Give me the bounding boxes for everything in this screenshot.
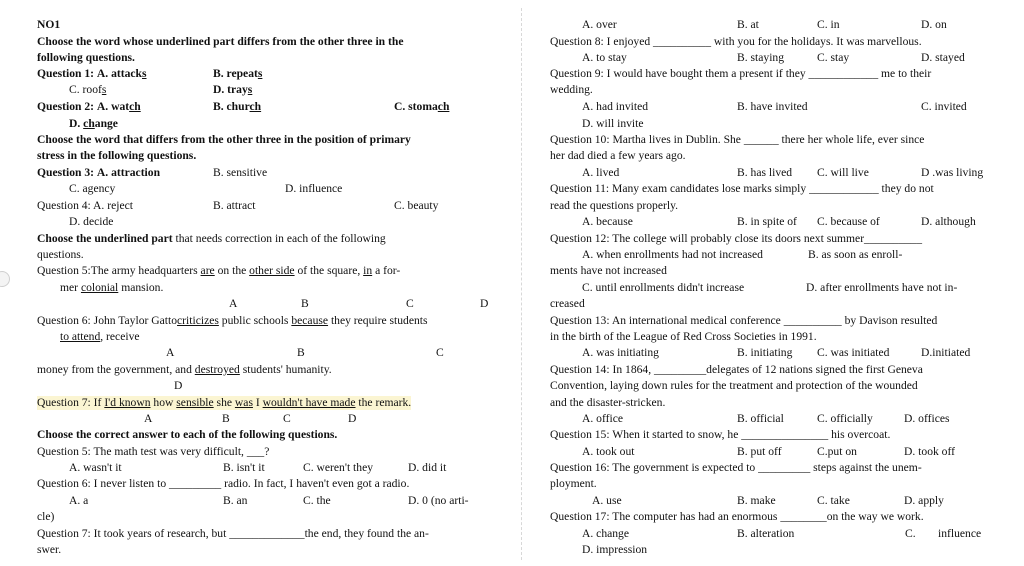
q6-letter-d: D — [174, 379, 183, 392]
mcq7-option-b: B. at — [737, 18, 759, 31]
question-1: Question 1: A. attacks — [37, 67, 147, 80]
q6-letter-a: A — [166, 346, 175, 359]
mcq11-option-b: B. in spite of — [737, 215, 797, 228]
mcq15-option-b: B. put off — [737, 445, 782, 458]
q5-letter-b: B — [301, 297, 309, 310]
mcq12-option-a: A. when enrollments had not increased — [582, 248, 763, 261]
mcq-question-16-cont: ployment. — [550, 477, 597, 490]
mcq-question-7-cont: swer. — [37, 543, 62, 556]
mcq8-option-b: B. staying — [737, 51, 785, 64]
mcq16-option-a: A. use — [592, 494, 622, 507]
error-question-5: Question 5:The army headquarters are on the other side of the square, in a for- — [37, 264, 401, 277]
mcq12-option-d: D. after enrollments have not in- — [806, 281, 958, 294]
section3-heading-cont: questions. — [37, 248, 84, 261]
mcq16-option-c: C. take — [817, 494, 850, 507]
mcq17-option-d: D. impression — [582, 543, 648, 556]
mcq16-option-b: B. make — [737, 494, 776, 507]
column-divider — [521, 8, 522, 560]
mcq-question-17: Question 17: The computer has had an enormous ________on the way we work. — [550, 510, 924, 523]
q6-letter-b: B — [297, 346, 305, 359]
error-question-5-cont: mer colonial mansion. — [60, 281, 164, 294]
page-edge-marker — [0, 271, 10, 287]
mcq-question-14-cont2: and the disaster-stricken. — [550, 396, 666, 409]
mcq15-option-d: D. took off — [904, 445, 955, 458]
q5-letter-c: C — [406, 297, 414, 310]
mcq5-option-c: C. weren't they — [303, 461, 374, 474]
mcq8-option-a: A. to stay — [582, 51, 627, 64]
mcq10-option-a: A. lived — [582, 166, 620, 179]
question-4: Question 4: A. reject — [37, 199, 133, 212]
mcq15-option-c: C.put on — [817, 445, 857, 458]
mcq8-option-c: C. stay — [817, 51, 850, 64]
q7-letter-c: C — [283, 412, 291, 425]
q1-option-c: C. roofs — [69, 83, 107, 96]
mcq13-option-a: A. was initiating — [582, 346, 659, 359]
mcq12-option-d-cont: creased — [550, 297, 585, 310]
mcq17-option-b: B. alteration — [737, 527, 795, 540]
mcq-question-16: Question 16: The government is expected to _________ steps against the unem- — [550, 461, 922, 474]
section3-heading: Choose the underlined part that needs correction in each of the following — [37, 232, 386, 245]
mcq14-option-c: C. officially — [817, 412, 873, 425]
q5-letter-d: D — [480, 297, 489, 310]
mcq-question-9-cont: wedding. — [550, 83, 593, 96]
mcq9-option-a: A. had invited — [582, 100, 649, 113]
mcq-question-9: Question 9: I would have bought them a present if they ____________ me to their — [550, 67, 932, 80]
q1-option-b: B. repeats — [213, 67, 263, 80]
mcq-question-14: Question 14: In 1864, _________delegates of 12 nations signed the first Geneva — [550, 363, 923, 376]
mcq11-option-d: D. although — [921, 215, 976, 228]
q4-option-d: D. decide — [69, 215, 114, 228]
mcq5-option-b: B. isn't it — [223, 461, 265, 474]
q7-letter-b: B — [222, 412, 230, 425]
mcq17-option-c-text: influence — [938, 527, 982, 540]
mcq12-option-b-cont: ments have not increased — [550, 264, 667, 277]
mcq10-option-d: D .was living — [921, 166, 984, 179]
mcq11-option-a: A. because — [582, 215, 633, 228]
q3-option-c: C. agency — [69, 182, 116, 195]
mcq11-option-c: C. because of — [817, 215, 880, 228]
section1-heading: Choose the word whose underlined part differs from the other three in the — [37, 35, 404, 48]
section4-heading: Choose the correct answer to each of the following questions. — [37, 428, 338, 441]
mcq9-option-d: D. will invite — [582, 117, 644, 130]
question-2: Question 2: A. watch — [37, 100, 141, 113]
mcq17-option-c: C. — [905, 527, 916, 540]
q1-option-d: D. trays — [213, 83, 253, 96]
mcq14-option-d: D. offices — [904, 412, 950, 425]
mcq-question-12: Question 12: The college will probably close its doors next summer__________ — [550, 232, 923, 245]
mcq9-option-c: C. invited — [921, 100, 967, 113]
mcq-question-11: Question 11: Many exam candidates lose marks simply ____________ they do not — [550, 182, 934, 195]
mcq7-option-d: D. on — [921, 18, 947, 31]
mcq-question-13-cont: in the birth of the League of Red Cross Societies in 1991. — [550, 330, 817, 343]
section2-heading-cont: stress in the following questions. — [37, 149, 197, 162]
error-question-6-cont: to attend, receive — [60, 330, 140, 343]
mcq-question-5: Question 5: The math test was very difficult, ___? — [37, 445, 270, 458]
error-question-7: Question 7: If I'd known how sensible she was I wouldn't have made the remark. — [37, 396, 412, 409]
mcq-question-7: Question 7: It took years of research, but _____________the end, they found the an- — [37, 527, 429, 540]
mcq8-option-d: D. stayed — [921, 51, 965, 64]
mcq12-option-b: B. as soon as enroll- — [808, 248, 903, 261]
mcq5-option-a: A. wasn't it — [69, 461, 122, 474]
mcq-question-10-cont: her dad died a few years ago. — [550, 149, 686, 162]
q5-letter-a: A — [229, 297, 238, 310]
mcq15-option-a: A. took out — [582, 445, 635, 458]
mcq13-option-b: B. initiating — [737, 346, 793, 359]
mcq-question-13: Question 13: An international medical conference __________ by Davison resulted — [550, 314, 938, 327]
mcq6-option-c: C. the — [303, 494, 331, 507]
mcq6-option-d-cont: cle) — [37, 510, 55, 523]
section2-heading: Choose the word that differs from the other three in the position of primary — [37, 133, 411, 146]
q4-option-b: B. attract — [213, 199, 256, 212]
error-question-6-line3: money from the government, and destroyed students' humanity. — [37, 363, 332, 376]
question-3: Question 3: A. attraction — [37, 166, 161, 179]
q7-letter-a: A — [144, 412, 153, 425]
q3-option-b: B. sensitive — [213, 166, 268, 179]
q3-option-d: D. influence — [285, 182, 343, 195]
mcq17-option-a: A. change — [582, 527, 629, 540]
mcq-question-14-cont: Convention, laying down rules for the treatment and protection of the wounded — [550, 379, 918, 392]
q4-option-c: C. beauty — [394, 199, 439, 212]
mcq9-option-b: B. have invited — [737, 100, 808, 113]
mcq14-option-a: A. office — [582, 412, 623, 425]
mcq7-option-a: A. over — [582, 18, 617, 31]
mcq-question-6: Question 6: I never listen to _________ radio. In fact, I haven't even got a radio. — [37, 477, 410, 490]
mcq6-option-d: D. 0 (no arti- — [408, 494, 469, 507]
mcq-question-8: Question 8: I enjoyed __________ with you for the holidays. It was marvellous. — [550, 35, 922, 48]
mcq-question-15: Question 15: When it started to snow, he _______________ his overcoat. — [550, 428, 891, 441]
q2-option-c: C. stomach — [394, 100, 450, 113]
q2-option-d: D. change — [69, 117, 118, 130]
error-question-6: Question 6: John Taylor Gattocriticizes public schools because they require students — [37, 314, 428, 327]
q6-letter-c: C — [436, 346, 444, 359]
q2-option-b: B. church — [213, 100, 262, 113]
mcq12-option-c: C. until enrollments didn't increase — [582, 281, 745, 294]
mcq16-option-d: D. apply — [904, 494, 944, 507]
mcq10-option-c: C. will live — [817, 166, 869, 179]
mcq14-option-b: B. official — [737, 412, 784, 425]
mcq6-option-b: B. an — [223, 494, 248, 507]
mcq13-option-d: D.initiated — [921, 346, 971, 359]
mcq10-option-b: B. has lived — [737, 166, 793, 179]
mcq6-option-a: A. a — [69, 494, 89, 507]
doc-title: NO1 — [37, 18, 61, 31]
mcq-question-10: Question 10: Martha lives in Dublin. She ______ there her whole life, ever since — [550, 133, 925, 146]
mcq-question-11-cont: read the questions properly. — [550, 199, 679, 212]
section1-heading-cont: following questions. — [37, 51, 135, 64]
mcq13-option-c: C. was initiated — [817, 346, 890, 359]
q7-letter-d: D — [348, 412, 357, 425]
mcq7-option-c: C. in — [817, 18, 840, 31]
mcq5-option-d: D. did it — [408, 461, 447, 474]
